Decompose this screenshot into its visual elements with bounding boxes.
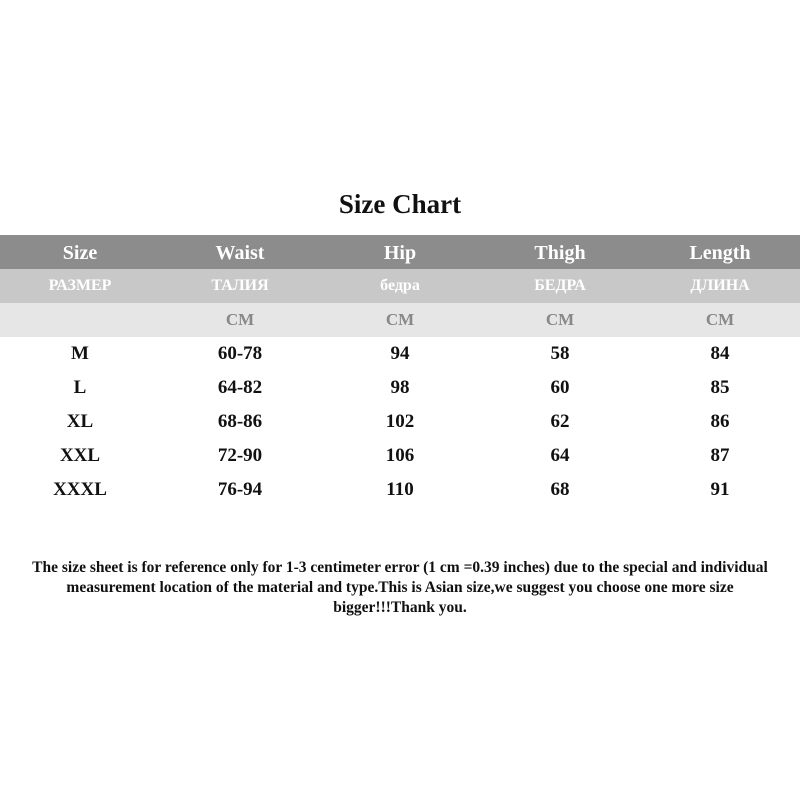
- cell-hip: 98: [390, 377, 410, 398]
- table-row: [0, 337, 800, 371]
- russian-header-thigh: БЕДРА: [534, 277, 586, 294]
- table-header-row: [0, 235, 800, 269]
- cell-size: XXXL: [53, 479, 107, 500]
- russian-header-length: ДЛИНА: [690, 277, 750, 294]
- header-length: Length: [689, 242, 751, 264]
- russian-header-waist: ТАЛИЯ: [211, 277, 269, 294]
- cell-length: 86: [710, 411, 730, 432]
- unit-hip: CM: [385, 310, 415, 329]
- disclaimer-line-1: The size sheet is for reference only for 1-3 centimeter error (1 cm =0.39 inches) due to the special and individual: [32, 559, 768, 576]
- cell-waist: 72-90: [217, 445, 263, 466]
- unit-thigh: CM: [545, 310, 575, 329]
- cell-size: XXL: [59, 445, 101, 466]
- cell-size: L: [73, 377, 87, 398]
- cell-hip: 94: [390, 343, 410, 364]
- cell-thigh: 58: [550, 343, 570, 364]
- cell-thigh: 68: [550, 479, 570, 500]
- cell-length: 84: [710, 343, 730, 364]
- header-hip: Hip: [383, 242, 417, 264]
- cell-thigh: 62: [550, 411, 570, 432]
- cell-size: M: [71, 343, 89, 364]
- cell-length: 91: [710, 479, 730, 500]
- russian-header-hip: бедра: [380, 277, 420, 294]
- cell-thigh: 64: [550, 445, 570, 466]
- cell-hip: 106: [385, 445, 415, 466]
- size-table: [0, 235, 800, 507]
- cell-hip: 102: [385, 411, 415, 432]
- header-size: Size: [62, 242, 98, 264]
- table-row: [0, 473, 800, 507]
- table-unit-row: [0, 303, 800, 337]
- size-disclaimer: [0, 558, 800, 618]
- header-waist: Waist: [215, 242, 265, 264]
- cell-length: 87: [710, 445, 730, 466]
- table-row: [0, 371, 800, 405]
- table-russian-header-row: [0, 269, 800, 303]
- unit-size: [0, 303, 160, 337]
- table-row: [0, 439, 800, 473]
- cell-hip: 110: [386, 479, 414, 500]
- cell-thigh: 60: [550, 377, 570, 398]
- cell-length: 85: [710, 377, 730, 398]
- unit-waist: CM: [225, 310, 255, 329]
- table-row: [0, 405, 800, 439]
- header-thigh: Thigh: [534, 242, 586, 264]
- cell-waist: 76-94: [217, 479, 263, 500]
- disclaimer-line-2: measurement location of the material and type.This is Asian size,we suggest you choose one more size: [66, 579, 734, 596]
- unit-length: CM: [705, 310, 735, 329]
- cell-size: XL: [66, 411, 94, 432]
- cell-waist: 64-82: [217, 377, 263, 398]
- cell-waist: 60-78: [217, 343, 263, 364]
- page-title: Size Chart: [338, 189, 462, 219]
- cell-waist: 68-86: [217, 411, 263, 432]
- disclaimer-line-3: bigger!!!Thank you.: [333, 599, 467, 616]
- russian-header-size: РАЗМЕР: [48, 277, 112, 294]
